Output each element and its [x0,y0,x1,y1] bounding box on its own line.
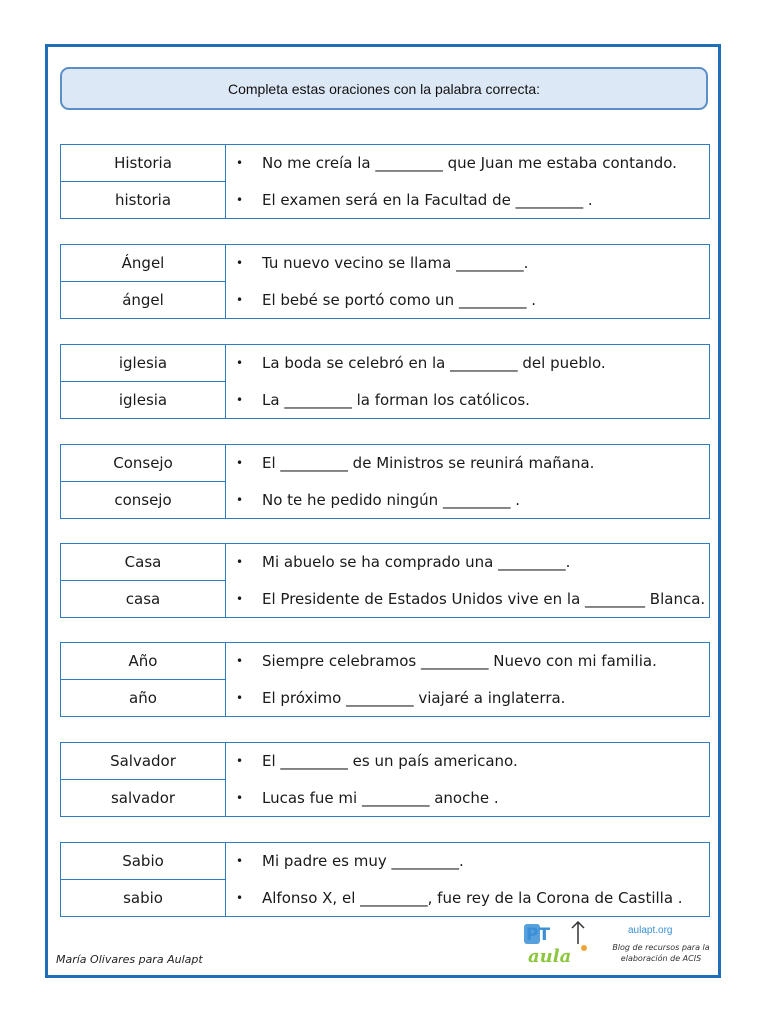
sentence-text: El _________ es un país americano. [262,752,518,771]
bullet-icon: • [236,854,244,869]
word-column [61,345,226,418]
sentence-text: Mi padre es muy _________. [262,852,464,871]
logo-description: Blog de recursos para la elaboración de ACIS [612,943,710,963]
exercise-block [60,543,710,618]
sentence-item [226,581,709,618]
sentence-item [226,245,709,282]
bullet-icon: • [236,555,244,570]
sentence-column [226,245,709,318]
instructions-title: Completa estas oraciones con la palabra correcta: [227,80,541,97]
exercise-block [60,642,710,717]
word-lowercase: salvador [61,779,225,816]
word-capitalized: Ángel [121,254,165,272]
bullet-icon: • [236,256,244,271]
word-column [61,643,226,716]
exercise-block [60,344,710,419]
word-lowercase: iglesia [61,381,225,418]
sentence-text: Tu nuevo vecino se llama _________. [262,254,529,273]
sentence-text: Mi abuelo se ha comprado una _________. [262,553,571,572]
word-column [61,544,226,617]
sentence-column [226,843,709,916]
sentence-column [226,743,709,816]
word-capitalized: Sabio [122,852,164,870]
sentence-column [226,145,709,218]
logo-site: aulapt.org [628,925,673,936]
exercise-block [60,244,710,319]
bullet-icon: • [236,690,244,705]
sentence-column [226,544,709,617]
word-column [61,245,226,318]
word-lowercase: sabio [61,879,225,916]
word-lowercase: año [61,679,225,716]
sentence-text: No te he pedido ningún _________ . [262,490,520,509]
bullet-icon: • [236,790,244,805]
logo-word: aula [528,946,572,967]
word-capitalized: Casa [124,553,162,571]
bullet-icon: • [236,754,244,769]
word-capitalized: Salvador [110,752,176,770]
exercise-block [60,842,710,917]
word-column [61,445,226,518]
sentence-text: El examen será en la Facultad de _________ . [262,190,593,209]
word-lowercase: ángel [61,281,225,318]
word-capitalized: Historia [114,154,172,172]
sentence-text: Lucas fue mi _________ anoche . [262,788,499,807]
instructions-header [60,67,708,110]
sentence-item [226,880,709,917]
word-capitalized: iglesia [118,354,168,372]
sentence-item [226,282,709,319]
bullet-icon: • [236,356,244,371]
word-lowercase: casa [61,580,225,617]
sentence-item [226,145,709,182]
bullet-icon: • [236,654,244,669]
aulapt-logo [522,918,720,970]
sentence-item [226,445,709,482]
sentence-item [226,345,709,382]
exercise-block [60,144,710,219]
sentence-item [226,544,709,581]
sentence-item [226,482,709,519]
sentence-text: El Presidente de Estados Unidos vive en la ________ Blanca. [262,589,706,608]
bullet-icon: • [236,591,244,606]
sentence-text: El _________ de Ministros se reunirá mañana. [262,454,595,473]
exercise-block [60,742,710,817]
sentence-column [226,445,709,518]
word-lowercase: consejo [61,481,225,518]
word-lowercase: historia [61,181,225,218]
sentence-item [226,743,709,780]
bullet-icon: • [236,156,244,171]
sentence-text: La _________ la forman los católicos. [262,390,530,409]
sentence-text: No me creía la _________ que Juan me estaba contando. [262,154,677,173]
bullet-icon: • [236,292,244,307]
sentence-item [226,182,709,219]
sentence-column [226,643,709,716]
word-capitalized: Año [128,652,158,670]
sentence-column [226,345,709,418]
bullet-icon: • [236,492,244,507]
sentence-item [226,780,709,817]
sentence-item [226,643,709,680]
sentence-item [226,680,709,717]
word-column [61,145,226,218]
bullet-icon: • [236,456,244,471]
exercise-block [60,444,710,519]
author-credit: María Olivares para Aulapt [56,953,203,966]
pt-aula-logo-icon [522,918,594,970]
sentence-text: El bebé se portó como un _________ . [262,290,536,309]
bullet-icon: • [236,192,244,207]
sentence-text: La boda se celebró en la _________ del pueblo. [262,354,606,373]
sentence-text: El próximo _________ viajaré a inglaterra. [262,688,566,707]
sentence-item [226,382,709,419]
word-column [61,743,226,816]
bullet-icon: • [236,890,244,905]
sentence-item [226,843,709,880]
logo-letters: PT [526,925,551,945]
word-column [61,843,226,916]
word-capitalized: Consejo [113,454,173,472]
bullet-icon: • [236,392,244,407]
sentence-text: Alfonso X, el _________, fue rey de la Corona de Castilla . [262,888,683,907]
sentence-text: Siempre celebramos _________ Nuevo con mi familia. [262,652,657,671]
